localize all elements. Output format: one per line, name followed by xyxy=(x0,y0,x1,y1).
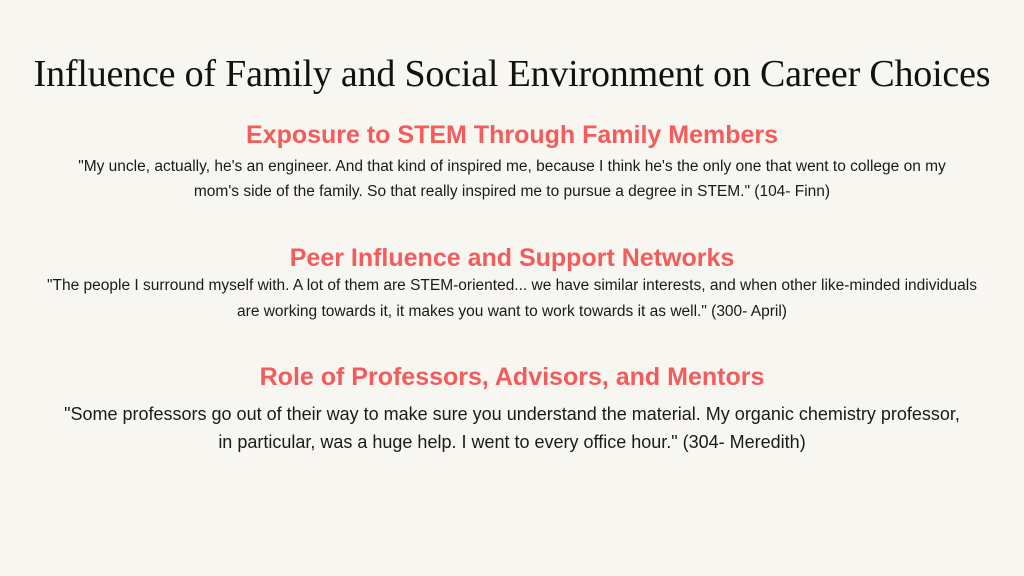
section-peer-influence xyxy=(0,243,1024,325)
section-heading: Peer Influence and Support Networks xyxy=(289,244,735,272)
section-quote: "My uncle, actually, he's an engineer. And that kind of inspired me, because I think he's the only one that went to college on my mom's side of the family. So that really inspired me to pursue a degree in STEM." (104- Finn) xyxy=(78,158,946,200)
section-quote: "Some professors go out of their way to make sure you understand the material. My organic chemistry professor, in particular, was a huge help. I went to every office hour." (304- Meredith) xyxy=(64,404,960,452)
section-heading: Exposure to STEM Through Family Members xyxy=(245,121,779,149)
section-heading: Role of Professors, Advisors, and Mentors xyxy=(259,363,765,391)
slide-title: Influence of Family and Social Environment on Career Choices xyxy=(33,53,991,95)
section-professors-mentors xyxy=(0,362,1024,456)
section-family-exposure xyxy=(0,120,1024,204)
section-quote: "The people I surround myself with. A lot of them are STEM-oriented... we have similar interests, and when other like-minded individuals are working towards it, it makes you want to work towards it as well." (300- April) xyxy=(47,277,977,320)
